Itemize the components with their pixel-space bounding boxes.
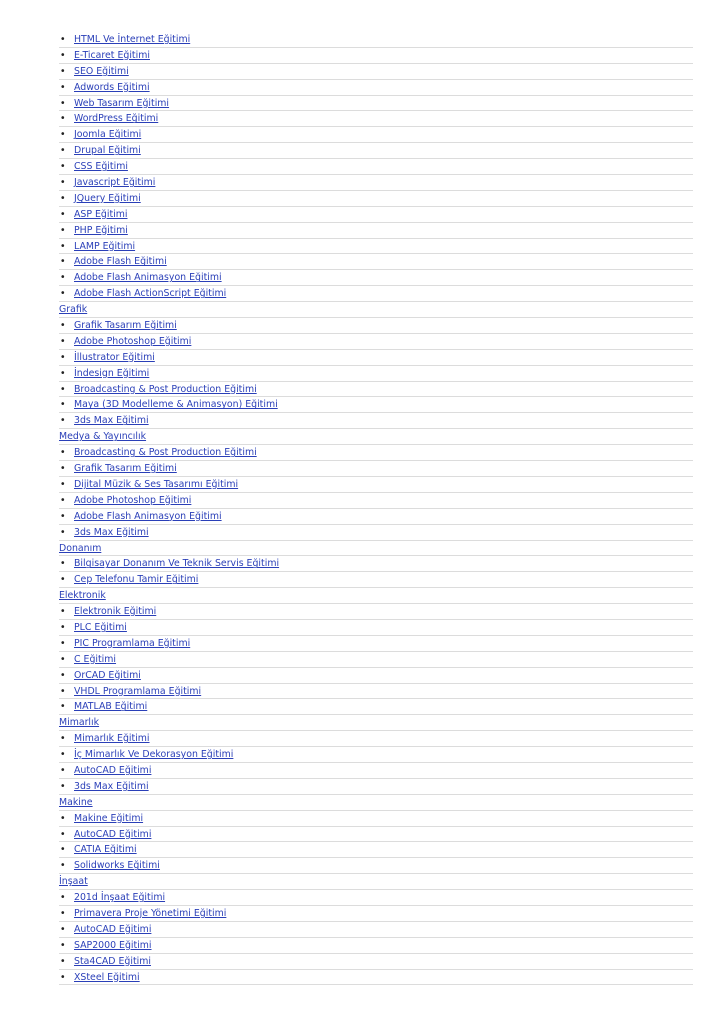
- bullet-icon: •: [60, 129, 66, 141]
- bullet-icon: •: [60, 526, 66, 538]
- course-link[interactable]: 3ds Max Eğitimi: [74, 415, 149, 427]
- bullet-icon: •: [60, 828, 66, 840]
- course-link[interactable]: Adobe Photoshop Eğitimi: [74, 335, 192, 347]
- bullet-icon: •: [60, 749, 66, 761]
- bullet-icon: •: [60, 399, 66, 411]
- list-item: [59, 239, 693, 255]
- list-item: [59, 286, 693, 302]
- list-item: [59, 731, 693, 747]
- list-item: [59, 954, 693, 970]
- list-item: [59, 684, 693, 700]
- list-item: [59, 32, 693, 48]
- list-item: [59, 461, 693, 477]
- bullet-icon: •: [60, 240, 66, 252]
- bullet-icon: •: [60, 288, 66, 300]
- list-item: [59, 890, 693, 906]
- bullet-icon: •: [60, 510, 66, 522]
- course-link[interactable]: Adobe Flash ActionScript Eğitimi: [74, 288, 227, 300]
- list-item: [59, 382, 693, 398]
- course-link[interactable]: Elektronik Eğitimi: [74, 606, 157, 618]
- list-item: [59, 191, 693, 207]
- bullet-icon: •: [60, 923, 66, 935]
- bullet-icon: •: [60, 272, 66, 284]
- category-link[interactable]: Makine: [59, 796, 93, 808]
- course-link[interactable]: OrCAD Eğitimi: [74, 669, 141, 681]
- course-list: [59, 32, 693, 985]
- course-link[interactable]: Mimarlık Eğitimi: [74, 733, 150, 745]
- bullet-icon: •: [60, 907, 66, 919]
- bullet-icon: •: [60, 34, 66, 45]
- bullet-icon: •: [60, 892, 66, 904]
- list-item: [59, 175, 693, 191]
- course-link[interactable]: 3ds Max Eğitimi: [74, 780, 149, 792]
- list-item: [59, 668, 693, 684]
- course-link[interactable]: İndesign Eğitimi: [74, 367, 150, 379]
- course-link[interactable]: WordPress Eğitimi: [74, 113, 159, 125]
- bullet-icon: •: [60, 97, 66, 109]
- category-link[interactable]: Medya & Yayıncılık: [59, 431, 147, 443]
- course-link[interactable]: C Eğitimi: [74, 653, 117, 665]
- bullet-icon: •: [60, 685, 66, 697]
- course-link[interactable]: PHP Eğitimi: [74, 224, 128, 236]
- course-link[interactable]: Maya (3D Modelleme & Animasyon) Eğitimi: [74, 399, 278, 411]
- bullet-icon: •: [60, 320, 66, 332]
- category-row: [59, 429, 693, 445]
- course-link[interactable]: PIC Programlama Eğitimi: [74, 637, 191, 649]
- bullet-icon: •: [60, 971, 66, 983]
- category-link[interactable]: Mimarlık: [59, 717, 100, 729]
- course-link[interactable]: Grafik Tasarım Eğitimi: [74, 463, 177, 475]
- list-item: [59, 334, 693, 350]
- bullet-icon: •: [60, 65, 66, 77]
- list-item: [59, 747, 693, 763]
- course-link[interactable]: Web Tasarım Eğitimi: [74, 97, 170, 109]
- category-link[interactable]: Elektronik: [59, 590, 106, 602]
- course-link[interactable]: Bilgisayar Donanım Ve Teknik Servis Eğitimi: [74, 558, 280, 570]
- list-item: [59, 143, 693, 159]
- list-item: [59, 970, 693, 986]
- course-link[interactable]: Adwords Eğitimi: [74, 81, 150, 93]
- list-item: [59, 525, 693, 541]
- course-link[interactable]: İç Mimarlık Ve Dekorasyon Eğitimi: [74, 749, 234, 761]
- bullet-icon: •: [60, 939, 66, 951]
- bullet-icon: •: [60, 860, 66, 872]
- bullet-icon: •: [60, 145, 66, 157]
- course-link[interactable]: Primavera Proje Yönetimi Eğitimi: [74, 907, 227, 919]
- list-item: [59, 223, 693, 239]
- list-item: [59, 620, 693, 636]
- course-link[interactable]: JQuery Eğitimi: [74, 192, 141, 204]
- bullet-icon: •: [60, 653, 66, 665]
- list-item: [59, 827, 693, 843]
- bullet-icon: •: [60, 208, 66, 220]
- list-item: [59, 254, 693, 270]
- bullet-icon: •: [60, 192, 66, 204]
- list-item: [59, 397, 693, 413]
- bullet-icon: •: [60, 415, 66, 427]
- course-link[interactable]: AutoCAD Eğitimi: [74, 828, 152, 840]
- course-link[interactable]: Dijital Müzik & Ses Tasarımı Eğitimi: [74, 478, 239, 490]
- course-link[interactable]: 201d İnşaat Eğitimi: [74, 892, 166, 904]
- bullet-icon: •: [60, 367, 66, 379]
- bullet-icon: •: [60, 113, 66, 125]
- course-link[interactable]: Broadcasting & Post Production Eğitimi: [74, 383, 257, 395]
- course-link[interactable]: AutoCAD Eğitimi: [74, 923, 152, 935]
- bullet-icon: •: [60, 669, 66, 681]
- course-link[interactable]: CSS Eğitimi: [74, 161, 128, 173]
- list-item: [59, 652, 693, 668]
- course-link[interactable]: Drupal Eğitimi: [74, 145, 141, 157]
- course-link[interactable]: Adobe Flash Animasyon Eğitimi: [74, 272, 222, 284]
- list-item: [59, 207, 693, 223]
- bullet-icon: •: [60, 955, 66, 967]
- course-link[interactable]: SAP2000 Eğitimi: [74, 939, 152, 951]
- list-item: [59, 556, 693, 572]
- course-link[interactable]: Adobe Photoshop Eğitimi: [74, 494, 192, 506]
- course-link[interactable]: CATIA Eğitimi: [74, 844, 137, 856]
- course-link[interactable]: Broadcasting & Post Production Eğitimi: [74, 447, 257, 459]
- course-link[interactable]: Adobe Flash Animasyon Eğitimi: [74, 510, 222, 522]
- list-item: [59, 493, 693, 509]
- course-link[interactable]: Makine Eğitimi: [74, 812, 144, 824]
- list-item: [59, 64, 693, 80]
- course-link[interactable]: Grafik Tasarım Eğitimi: [74, 320, 177, 332]
- course-link[interactable]: HTML Ve İnternet Eğitimi: [74, 34, 191, 45]
- course-link[interactable]: AutoCAD Eğitimi: [74, 764, 152, 776]
- list-item: [59, 366, 693, 382]
- bullet-icon: •: [60, 637, 66, 649]
- bullet-icon: •: [60, 161, 66, 173]
- course-link[interactable]: Joomla Eğitimi: [74, 129, 142, 141]
- bullet-icon: •: [60, 574, 66, 586]
- bullet-icon: •: [60, 812, 66, 824]
- bullet-icon: •: [60, 224, 66, 236]
- bullet-icon: •: [60, 764, 66, 776]
- list-item: [59, 779, 693, 795]
- course-link[interactable]: LAMP Eğitimi: [74, 240, 136, 252]
- list-item: [59, 842, 693, 858]
- list-item: [59, 80, 693, 96]
- list-item: [59, 159, 693, 175]
- list-item: [59, 96, 693, 112]
- list-item: [59, 922, 693, 938]
- bullet-icon: •: [60, 558, 66, 570]
- bullet-icon: •: [60, 780, 66, 792]
- list-item: [59, 318, 693, 334]
- category-row: [59, 795, 693, 811]
- category-row: [59, 588, 693, 604]
- bullet-icon: •: [60, 256, 66, 268]
- list-item: [59, 509, 693, 525]
- category-link[interactable]: Grafik: [59, 304, 88, 316]
- bullet-icon: •: [60, 621, 66, 633]
- list-item: [59, 127, 693, 143]
- course-link[interactable]: VHDL Programlama Eğitimi: [74, 685, 202, 697]
- category-row: [59, 874, 693, 890]
- list-item: [59, 763, 693, 779]
- course-link[interactable]: PLC Eğitimi: [74, 621, 127, 633]
- bullet-icon: •: [60, 494, 66, 506]
- bullet-icon: •: [60, 701, 66, 713]
- list-item: [59, 938, 693, 954]
- course-link[interactable]: Adobe Flash Eğitimi: [74, 256, 167, 268]
- bullet-icon: •: [60, 447, 66, 459]
- bullet-icon: •: [60, 733, 66, 745]
- course-link[interactable]: İllustrator Eğitimi: [74, 351, 155, 363]
- list-item: [59, 858, 693, 874]
- course-link[interactable]: Javascript Eğitimi: [74, 177, 156, 189]
- list-item: [59, 906, 693, 922]
- bullet-icon: •: [60, 606, 66, 618]
- list-item: [59, 811, 693, 827]
- list-item: [59, 270, 693, 286]
- list-item: [59, 350, 693, 366]
- course-link[interactable]: XSteel Eğitimi: [74, 971, 140, 983]
- category-row: [59, 541, 693, 557]
- category-row: [59, 715, 693, 731]
- list-item: [59, 636, 693, 652]
- category-row: [59, 302, 693, 318]
- bullet-icon: •: [60, 49, 66, 61]
- course-link[interactable]: E-Ticaret Eğitimi: [74, 49, 150, 61]
- list-item: [59, 445, 693, 461]
- list-item: [59, 477, 693, 493]
- bullet-icon: •: [60, 463, 66, 475]
- course-link[interactable]: Solidworks Eğitimi: [74, 860, 160, 872]
- bullet-icon: •: [60, 478, 66, 490]
- bullet-icon: •: [60, 335, 66, 347]
- bullet-icon: •: [60, 351, 66, 363]
- list-item: [59, 604, 693, 620]
- bullet-icon: •: [60, 383, 66, 395]
- bullet-icon: •: [60, 177, 66, 189]
- category-link[interactable]: Donanım: [59, 542, 102, 554]
- list-item: [59, 48, 693, 64]
- list-item: [59, 572, 693, 588]
- course-link[interactable]: ASP Eğitimi: [74, 208, 128, 220]
- list-item: [59, 699, 693, 715]
- course-link[interactable]: Sta4CAD Eğitimi: [74, 955, 151, 967]
- course-link[interactable]: SEO Eğitimi: [74, 65, 129, 77]
- list-item: [59, 413, 693, 429]
- list-item: [59, 111, 693, 127]
- course-link[interactable]: 3ds Max Eğitimi: [74, 526, 149, 538]
- course-link[interactable]: Cep Telefonu Tamir Eğitimi: [74, 574, 199, 586]
- category-link[interactable]: İnşaat: [59, 876, 88, 888]
- bullet-icon: •: [60, 844, 66, 856]
- bullet-icon: •: [60, 81, 66, 93]
- course-link[interactable]: MATLAB Eğitimi: [74, 701, 148, 713]
